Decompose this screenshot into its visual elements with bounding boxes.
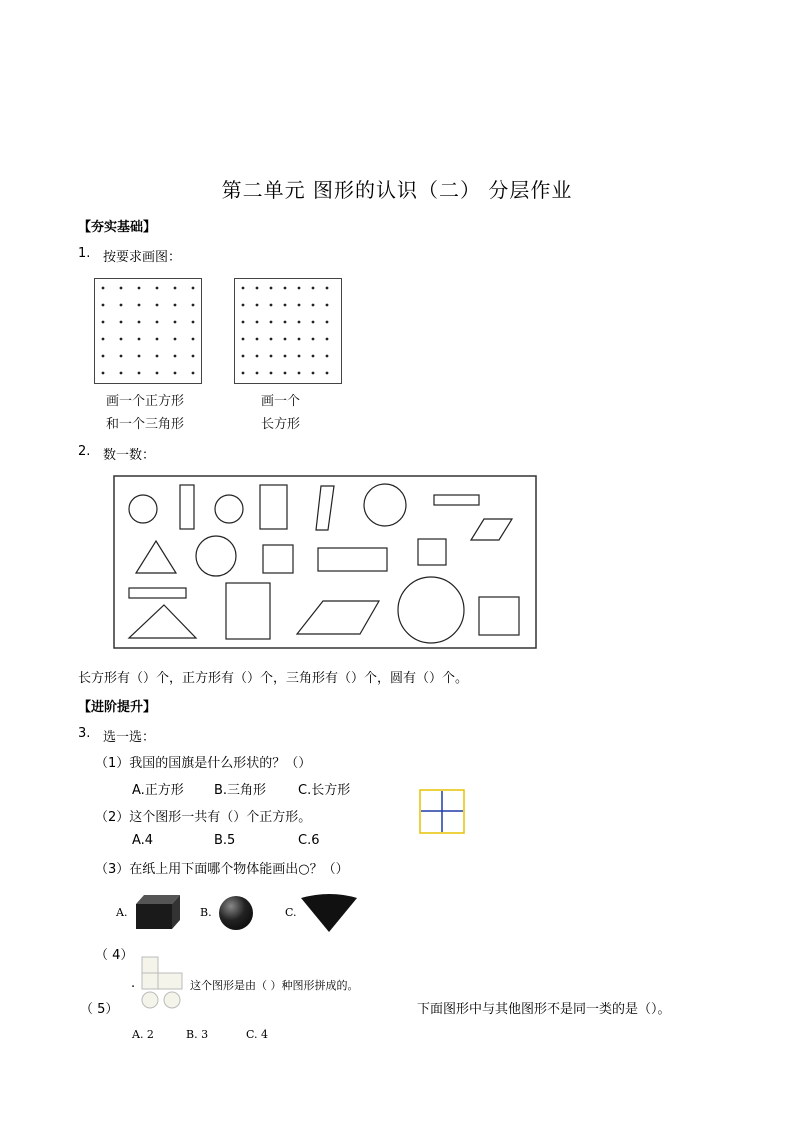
grid2-caption-line1: 画一个 — [261, 394, 301, 409]
dot-grid-1-dots — [95, 279, 201, 383]
page-title: 第二单元 图形的认识（二） 分层作业 — [221, 178, 573, 202]
shape-rectangle — [226, 583, 270, 639]
section-heading-basic: 【夯实基础】 — [78, 220, 157, 235]
grid1-caption-line2: 和一个三角形 — [106, 417, 185, 432]
grid1-caption-line1: 画一个正方形 — [106, 394, 185, 409]
q3-4-dot: . — [131, 976, 136, 991]
q3-4-option-b[interactable]: B. 3 — [186, 1028, 209, 1041]
q3-1-option-a[interactable]: A.正方形 — [132, 783, 184, 798]
shape-circle — [129, 495, 157, 523]
shape-rectangle — [318, 548, 387, 571]
shapes-figure — [112, 474, 538, 650]
q3-4-option-c[interactable]: C. 4 — [246, 1028, 269, 1041]
shape-rectangle — [260, 485, 287, 529]
q3-3-text: （3）在纸上用下面哪个物体能画出○？（） — [95, 862, 349, 877]
grid2-caption — [261, 390, 300, 436]
q1-number: 1. — [78, 246, 91, 261]
cube-icon — [132, 892, 182, 932]
dot-grid-1[interactable] — [94, 278, 202, 384]
q2-text: 数一数： — [103, 448, 156, 463]
shapes-frame — [114, 476, 536, 648]
sphere-icon — [215, 894, 255, 932]
q1-text: 按要求画图： — [103, 250, 182, 265]
q3-4-text: 这个图形是由（ ）种图形拼成的。 — [190, 979, 359, 992]
section-heading-advanced: 【进阶提升】 — [78, 700, 157, 715]
q3-4-option-a[interactable]: A. 2 — [132, 1028, 154, 1041]
dot-grid-2-dots — [235, 279, 341, 383]
q3-1-text: （1）我国的国旗是什么形状的？（） — [95, 756, 312, 771]
q3-5-text: 下面图形中与其他图形不是同一类的是（）。 — [417, 1002, 671, 1017]
shape-rectangle — [434, 495, 479, 505]
shape-triangle — [136, 541, 176, 573]
cross-square-figure — [419, 789, 465, 834]
shape-circle — [398, 577, 464, 643]
dot-grid-2[interactable] — [234, 278, 342, 384]
grid2-caption-line2: 长方形 — [261, 417, 301, 432]
q3-5-label: （ 5） — [80, 1002, 119, 1017]
shape-parallelogram — [316, 486, 334, 530]
shape-parallelogram — [471, 519, 512, 540]
q3-2-option-c[interactable]: C.6 — [298, 833, 320, 848]
cone-icon — [298, 892, 360, 934]
q3-2-option-a[interactable]: A.4 — [132, 833, 154, 848]
shape-parallelogram — [297, 601, 379, 634]
q3-3-option-c[interactable]: C. — [285, 906, 297, 919]
q3-3-option-b[interactable]: B. — [200, 906, 212, 919]
shape-rectangle — [180, 485, 194, 529]
q3-4-label: （ 4） — [95, 948, 134, 963]
shape-circle — [215, 495, 243, 523]
shape-rectangle — [129, 588, 186, 598]
cart-figure-icon — [138, 955, 190, 1015]
q3-2-option-b[interactable]: B.5 — [214, 833, 236, 848]
q3-1-option-b[interactable]: B.三角形 — [214, 783, 267, 798]
shape-triangle — [129, 605, 196, 638]
shape-square — [479, 597, 519, 635]
q2-answer-line[interactable]: 长方形有（）个，正方形有（）个，三角形有（）个，圆有（）个。 — [78, 671, 469, 686]
q3-number: 3. — [78, 726, 91, 741]
shape-circle — [196, 536, 236, 576]
q3-3-option-a[interactable]: A. — [116, 906, 128, 919]
shape-square — [418, 539, 446, 565]
shape-square — [263, 545, 293, 573]
shape-circle — [364, 484, 406, 526]
q3-text: 选一选： — [103, 730, 156, 745]
grid1-caption — [106, 390, 184, 436]
q2-number: 2. — [78, 444, 91, 459]
q3-2-text: （2）这个图形一共有（）个正方形。 — [95, 810, 312, 825]
q3-1-option-c[interactable]: C.长方形 — [298, 783, 351, 798]
